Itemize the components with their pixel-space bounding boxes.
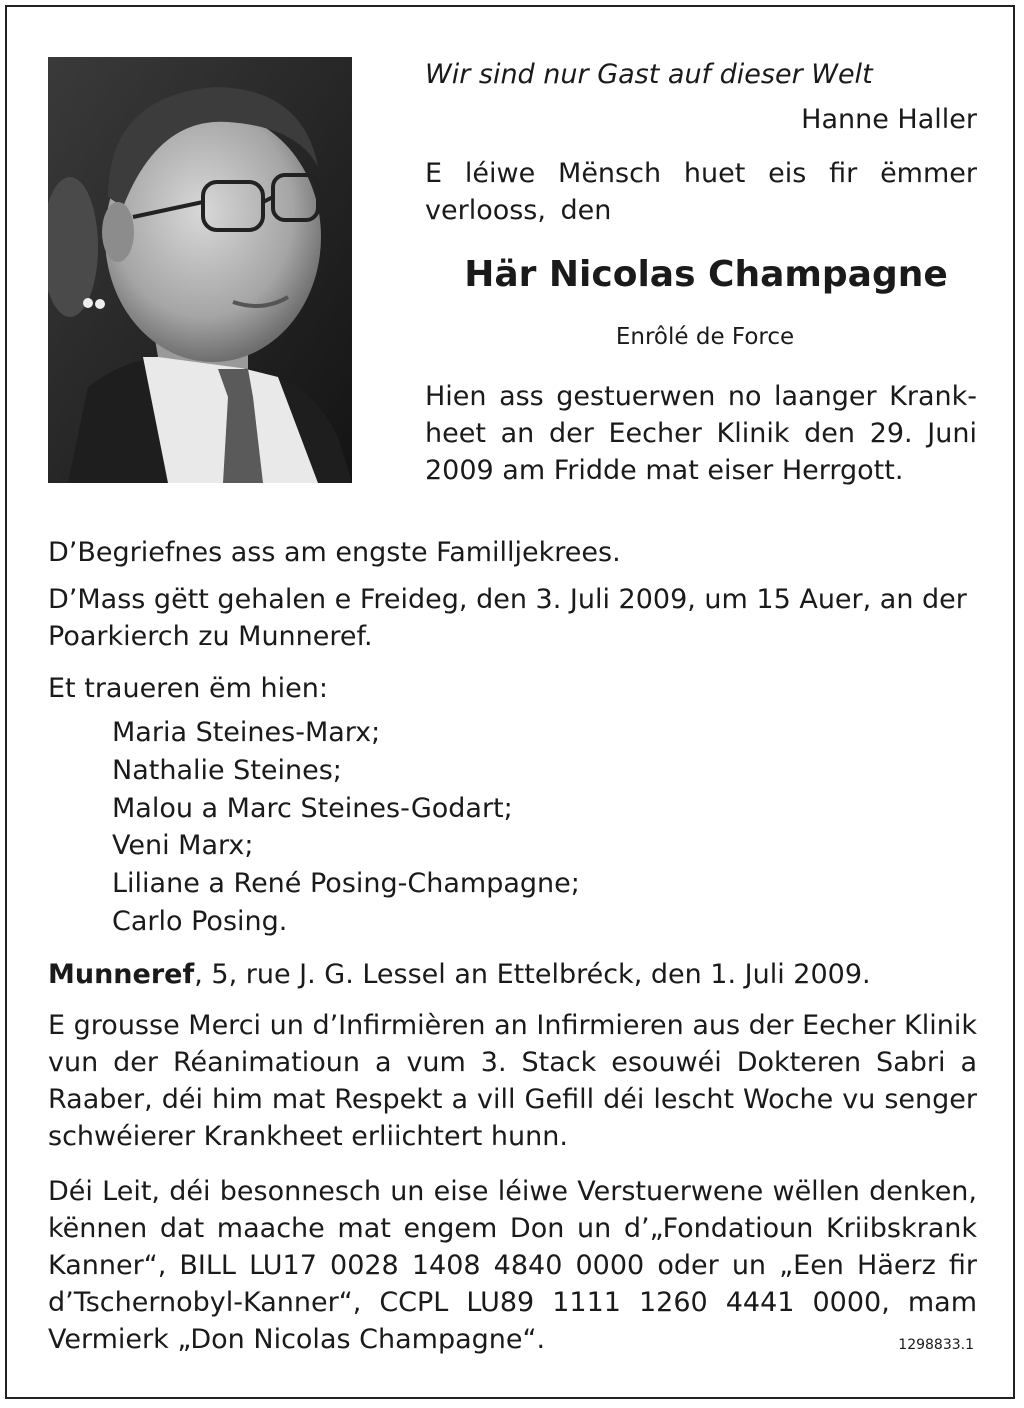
mourners-intro: Et traueren ëm hien:	[48, 673, 328, 704]
epigraph-author: Hanne Haller	[801, 104, 977, 135]
list-item: Maria Steines-Marx;	[112, 717, 381, 748]
list-item: Nathalie Steines;	[112, 754, 342, 786]
intro-text: E léiwe Mënsch huet eis fir ëmmer verlooss, den	[425, 158, 977, 226]
reference-number: 1298833.1	[898, 1337, 974, 1353]
list-item: Veni Marx;	[112, 830, 254, 862]
list-item: Carlo Posing.	[112, 905, 288, 937]
list-item: Malou a Marc Steines-Godart;	[112, 792, 513, 824]
portrait-photo	[48, 57, 352, 483]
burial-text: D’Begriefnes ass am engste Familljekrees.	[48, 537, 621, 568]
place-rest: , 5, rue J. G. Lessel an Ettelbréck, den 1. Juli 2009.	[194, 959, 871, 990]
death-notice: Hien ass gestuerwen no laanger Krankheet an der Eecher Klinik den 29. Juni 2009 am Fridde mat eiser Herrgott.	[425, 381, 977, 486]
place-date-line	[48, 956, 977, 993]
mourners-list	[112, 714, 580, 941]
mass-text: D’Mass gëtt gehalen e Freideg, den 3. Juli 2009, um 15 Auer, an der Poarkierch zu Munneref.	[48, 584, 967, 652]
donations-text: Déi Leit, déi besonnesch un eise léiwe Verstuerwene wëllen denken, kënnen dat maache mat engem Don un d’„Fondatioun Kriibskrank Kanner“, BILL LU17 0028 1408 4840 0000 oder un „Een Häerz fir d’Tschernobyl-Kanner“, CCPL LU89 1111 1260 4441 0000, mam Vermierk „Don Nicolas Champagne“.	[48, 1176, 977, 1355]
epigraph-quote: Wir sind nur Gast auf dieser Welt	[425, 59, 873, 90]
thanks-text: E grousse Merci un d’Infirmièren an Infirmieren aus der Eecher Klinik vun der Réanimatioun a vum 3. Stack esouwéi Dokteren Sabri a Raaber, déi him mat Respekt a vill Gefill déi lescht Woche vu senger schwéierer Krankheet erliichtert hunn.	[48, 1010, 977, 1152]
list-item: Liliane a René Posing-Champagne;	[112, 868, 580, 900]
deceased-subtitle: Enrôlé de Force	[615, 324, 795, 350]
deceased-name: Här Nicolas Champagne	[464, 254, 948, 295]
place-town: Munneref	[48, 959, 195, 990]
